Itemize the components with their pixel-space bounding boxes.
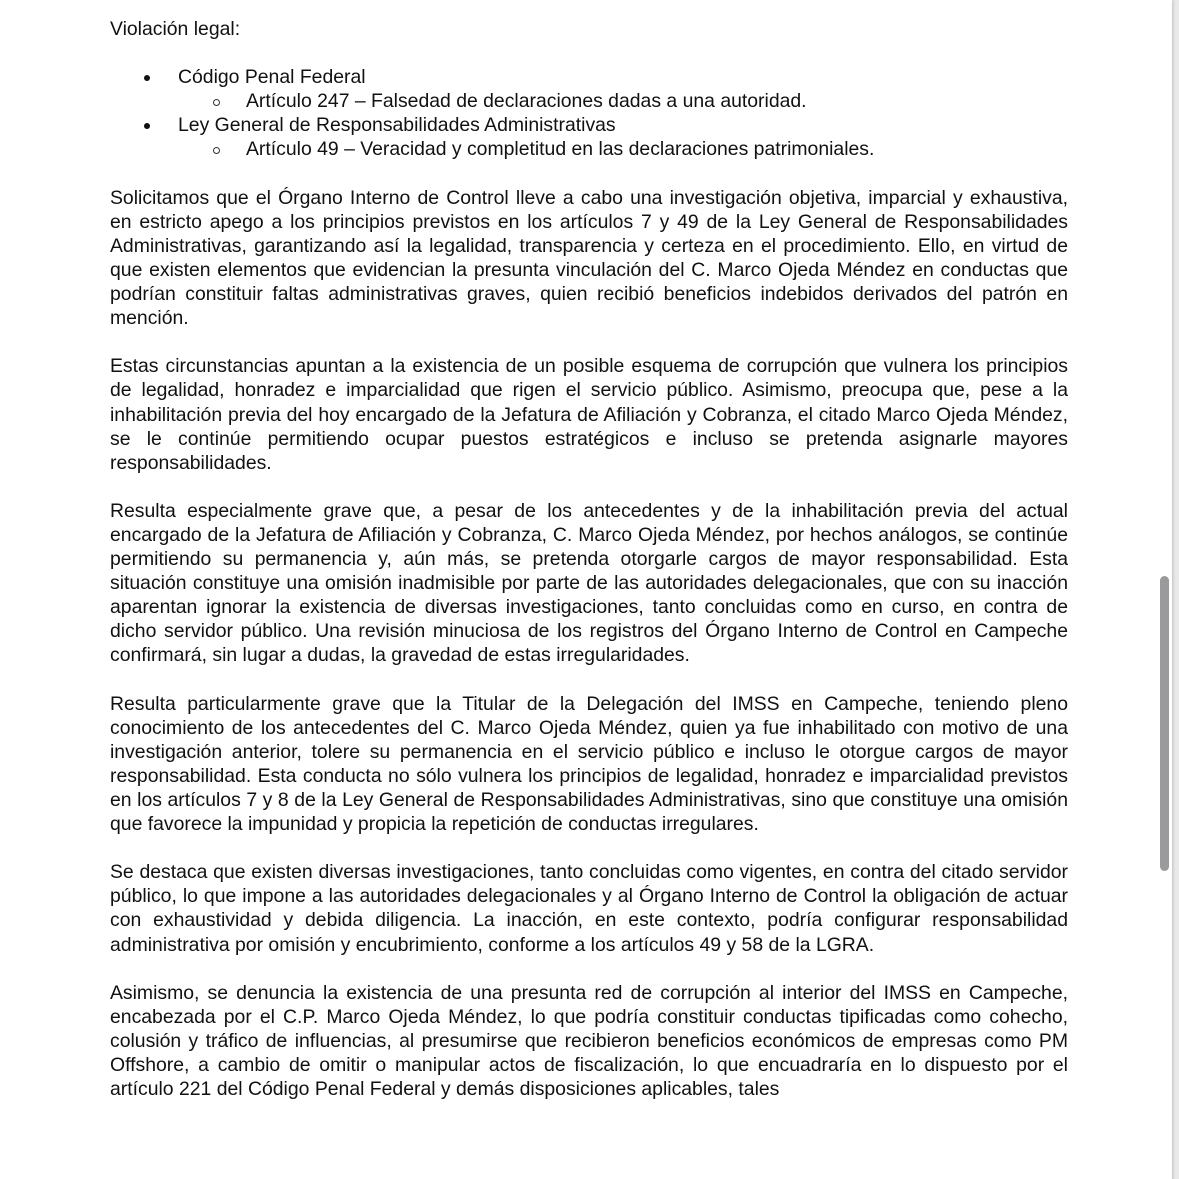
section-heading: Violación legal: bbox=[110, 18, 241, 40]
paragraph-circunstancias: Estas circunstancias apuntan a la existencia de un posible esquema de corrupción que vulnera los principios de legalidad, honradez e imparcialidad que rigen el servicio público. Asimismo, preocupa que, pese a la inhabilitación previa del hoy encargado de la Jefatura de Afiliación y Cobranza, el citado Marco Ojeda Méndez, se le continúe permitiendo ocupar puestos estratégicos e incluso se pretenda asignarle mayores responsabilidades. bbox=[110, 355, 1068, 474]
bullet-icon bbox=[144, 123, 150, 129]
page-content bbox=[110, 17, 1068, 1125]
paragraph-particularmente-grave: Resulta particularmente grave que la Titular de la Delegación del IMSS en Campeche, teniendo pleno conocimiento de los antecedentes del C. Marco Ojeda Méndez, quien ya fue inhabilitado con motivo de una investigación anterior, tolere su permanencia en el servicio público e incluso le otorgue cargos de mayor responsabilidad. Esta conducta no sólo vulnera los principios de legalidad, honradez e imparcialidad previstos en los artículos 7 y 8 de la Ley General de Responsabilidades Administrativas, sino que constituye una omisión que favorece la impunidad y propicia la repetición de conductas irregulares. bbox=[110, 692, 1068, 836]
sub-list-item bbox=[178, 89, 1068, 113]
list-item-label: Ley General de Responsabilidades Administrativas bbox=[178, 114, 616, 137]
paragraph-red-corrupcion: Asimismo, se denuncia la existencia de una presunta red de corrupción al interior del IMSS en Campeche, encabezada por el C.P. Marco Ojeda Méndez, lo que podría constituir conductas tipificadas como cohecho, colusión y tráfico de influencias, al presumirse que recibieron beneficios económicos de empresas como PM Offshore, a cambio de omitir o manipular actos de fiscalización, lo que encuadraría en lo dispuesto por el artículo 221 del Código Penal Federal y demás disposiciones aplicables, tales bbox=[110, 981, 1068, 1101]
list-item-ley-general bbox=[110, 113, 1068, 161]
sub-list bbox=[178, 137, 1068, 161]
legal-violations-list bbox=[110, 65, 1068, 161]
list-item-label: Código Penal Federal bbox=[178, 66, 366, 89]
sub-list-item-label: Artículo 247 – Falsedad de declaraciones dadas a una autoridad. bbox=[246, 90, 807, 113]
hollow-bullet-icon bbox=[213, 147, 220, 154]
scrollbar-thumb[interactable] bbox=[1160, 576, 1169, 871]
list-item-codigo-penal bbox=[110, 65, 1068, 113]
sub-list-item-label: Artículo 49 – Veracidad y completitud en las declaraciones patrimoniales. bbox=[246, 138, 875, 161]
sub-list-item bbox=[178, 137, 1068, 161]
paragraph-investigaciones: Se destaca que existen diversas investigaciones, tanto concluidas como vigentes, en contra del citado servidor público, lo que impone a las autoridades delegacionales y al Órgano Interno de Control la obligación de actuar con exhaustividad y debida diligencia. La inacción, en este contexto, podría configurar responsabilidad administrativa por omisión y encubrimiento, conforme a los artículos 49 y 58 de la LGRA. bbox=[110, 861, 1068, 956]
sub-list bbox=[178, 89, 1068, 113]
hollow-bullet-icon bbox=[213, 99, 220, 106]
bullet-icon bbox=[144, 75, 150, 81]
paragraph-especialmente-grave: Resulta especialmente grave que, a pesar de los antecedentes y de la inhabilitación previa del actual encargado de la Jefatura de Afiliación y Cobranza, C. Marco Ojeda Méndez, por hechos análogos, se continúe permitiendo su permanencia y, aún más, se pretenda otorgarle cargos de mayor responsabilidad. Esta situación constituye una omisión inadmisible por parte de las autoridades delegacionales, que con su inacción aparentan ignorar la existencia de diversas investigaciones, tanto concluidas como en curso, en contra de dicho servidor público. Una revisión minuciosa de los registros del Órgano Interno de Control en Campeche confirmará, sin lugar a dudas, la gravedad de estas irregularidades. bbox=[110, 499, 1068, 667]
paragraph-solicitud: Solicitamos que el Órgano Interno de Control lleve a cabo una investigación objetiva, imparcial y exhaustiva, en estricto apego a los principios previstos en los artículos 7 y 49 de la Ley General de Responsabilidades Administrativas, garantizando así la legalidad, transparencia y certeza en el procedimiento. Ello, en virtud de que existen elementos que evidencian la presunta vinculación del C. Marco Ojeda Méndez en conductas que podrían constituir faltas administrativas graves, quien recibió beneficios indebidos derivados del patrón en mención. bbox=[110, 186, 1068, 330]
